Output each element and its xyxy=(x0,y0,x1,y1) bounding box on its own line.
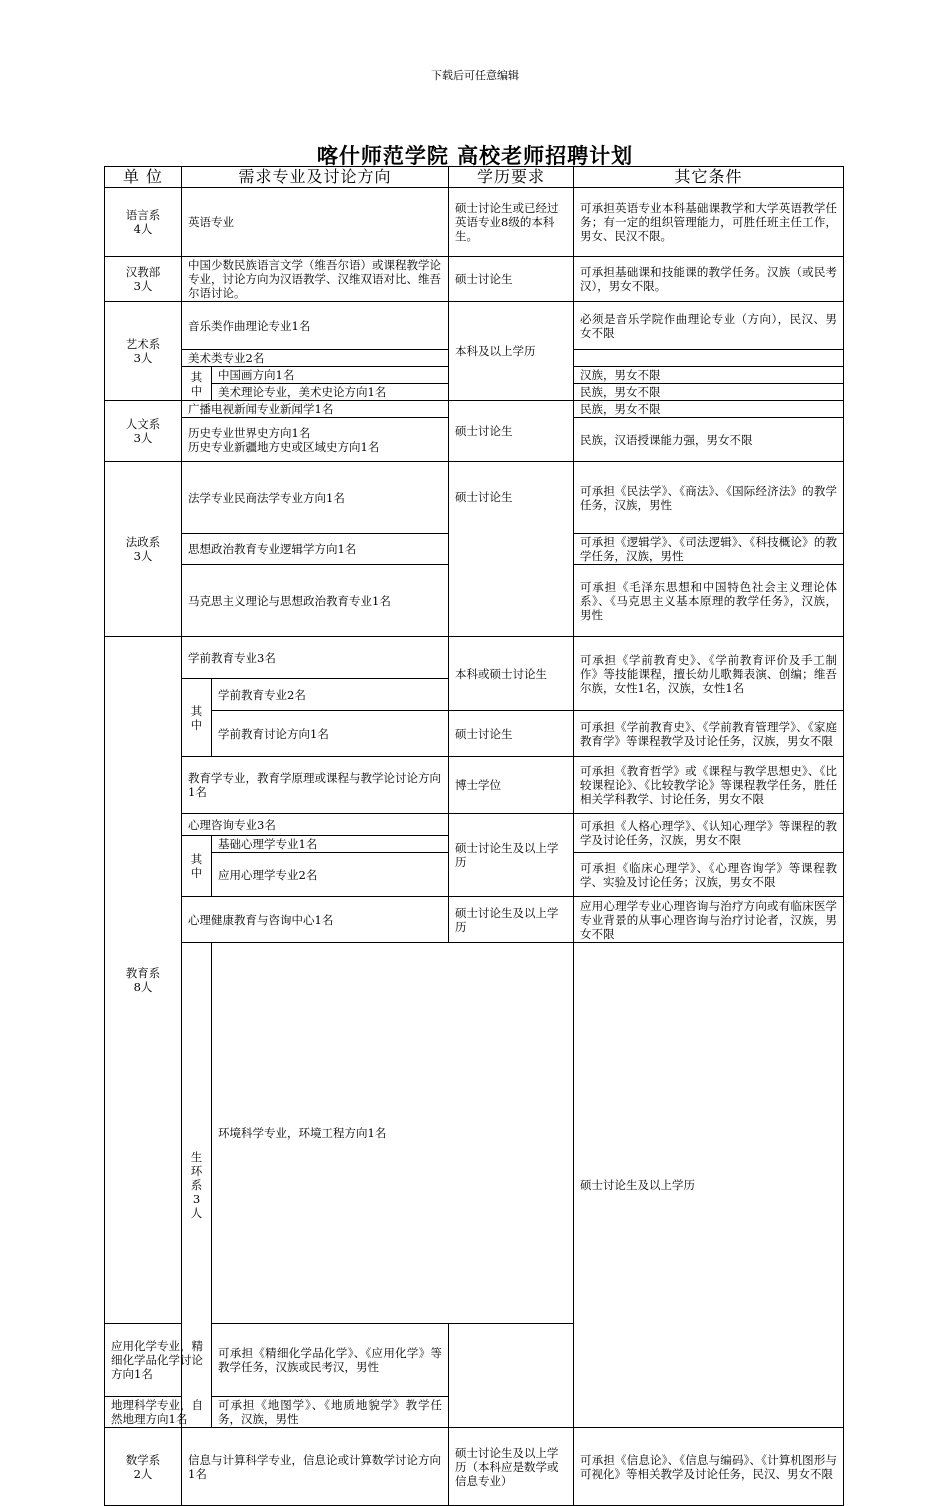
major-cell: 心理健康教育与咨询中心1名 xyxy=(182,897,449,943)
education-cell: 本科及以上学历 xyxy=(449,302,574,401)
unit-cell xyxy=(105,637,182,1324)
conditions-cell: 可承担基础课和技能课的教学任务。汉族（或民考汉），男女不限。 xyxy=(574,257,844,302)
major-cell: 英语专业 xyxy=(182,188,449,257)
header-education: 学历要求 xyxy=(449,167,574,188)
qizhong-label: 其中 xyxy=(182,679,212,757)
conditions-cell: 民族，汉语授课能力强，男女不限 xyxy=(574,418,844,462)
education-cell: 硕士讨论生 xyxy=(449,711,574,757)
major-cell: 中国少数民族语言文学（维吾尔语）或课程教学论专业，讨论方向为汉语教学、汉维双语对比、维吾尔语讨论。 xyxy=(182,257,449,302)
unit-name: 汉教部 xyxy=(125,265,161,279)
table-row xyxy=(105,401,844,418)
major-cell: 中国画方向1名 xyxy=(212,367,449,384)
table-row xyxy=(105,257,844,302)
table-row xyxy=(105,814,844,836)
major-cell: 应用化学专业，精细化学品化学讨论方向1名 xyxy=(105,1324,212,1397)
major-cell: 马克思主义理论与思想政治教育专业1名 xyxy=(182,565,449,637)
conditions-cell: 汉族，男女不限 xyxy=(574,367,844,384)
unit-count: 3人 xyxy=(133,431,153,445)
major-line: 历史专业新疆地方史或区域史方向1名 xyxy=(188,439,380,454)
major-cell: 应用心理学专业2名 xyxy=(212,853,449,897)
unit-cell xyxy=(105,462,182,637)
conditions-cell: 可承担《人格心理学》、《认知心理学》等课程的教学及讨论任务，汉族，男女不限 xyxy=(574,814,844,853)
top-note: 下载后可任意编辑 xyxy=(431,69,519,82)
table-row xyxy=(105,188,844,257)
table-header-row xyxy=(105,167,844,188)
major-cell: 美术类专业2名 xyxy=(182,350,449,367)
unit-cell xyxy=(105,257,182,302)
unit-cell xyxy=(105,1428,182,1506)
major-cell: 心理咨询专业3名 xyxy=(182,814,449,836)
major-cell: 思想政治教育专业逻辑学方向1名 xyxy=(182,534,449,565)
conditions-cell: 可承担《民法学》、《商法》、《国际经济法》的教学任务，汉族，男性 xyxy=(574,462,844,534)
education-cell: 硕士讨论生 xyxy=(449,257,574,302)
table-row xyxy=(105,1428,844,1506)
conditions-cell: 应用心理学专业心理咨询与治疗方向或有临床医学专业背景的从事心理咨询与治疗讨论者，汉族，男女不限 xyxy=(574,897,844,943)
unit-name: 人文系 xyxy=(125,417,161,431)
major-cell: 广播电视新闻专业新闻学1名 xyxy=(182,401,449,418)
conditions-cell: 可承担《临床心理学》、《心理咨询学》等课程教学、实验及讨论任务；汉族，男女不限 xyxy=(574,853,844,897)
education-cell: 硕士讨论生及以上学历 xyxy=(449,897,574,943)
major-cell xyxy=(182,418,449,462)
header-major: 需求专业及讨论方向 xyxy=(182,167,449,188)
major-cell: 环境科学专业，环境工程方向1名 xyxy=(212,943,574,1324)
conditions-cell: 民族，男女不限 xyxy=(574,401,844,418)
conditions-cell: 可承担《毛泽东思想和中国特色社会主义理论体系》、《马克思主义基本原理的教学任务》，汉族，男性 xyxy=(574,565,844,637)
unit-count: 8人 xyxy=(133,980,153,994)
conditions-cell: 可承担英语专业本科基础课教学和大学英语教学任务；有一定的组织管理能力，可胜任班主任工作，男女、民汉不限。 xyxy=(574,188,844,257)
unit-cell xyxy=(105,302,182,401)
major-cell: 地理科学专业，自然地理方向1名 xyxy=(105,1397,212,1428)
conditions-cell: 可承担《学前教育史》、《学前教育管理学》、《家庭教育学》等课程教学及讨论任务，汉族，男女不限 xyxy=(574,711,844,757)
conditions-cell: 可承担《学前教育史》、《学前教育评价及手工制作》等技能课程，擅长幼儿歌舞表演、创编；维吾尔族，女性1名，汉族，女性1名 xyxy=(574,637,844,711)
unit-count: 3人 xyxy=(133,279,153,293)
education-cell: 硕士讨论生或已经过英语专业8级的本科生。 xyxy=(449,188,574,257)
unit-name: 法政系 xyxy=(125,535,161,549)
major-cell: 学前教育专业3名 xyxy=(182,637,449,679)
conditions-cell: 民族，男女不限 xyxy=(574,384,844,401)
unit-cell xyxy=(105,188,182,257)
education-cell: 硕士讨论生及以上学历（本科应是数学或信息专业） xyxy=(449,1428,574,1506)
unit-name: 教育系 xyxy=(125,966,161,980)
conditions-cell: 可承担《教育哲学》或《课程与教学思想史》、《比较课程论》、《比较教学论》等课程教学任务，胜任相关学科教学、讨论任务，男女不限 xyxy=(574,757,844,814)
table-row xyxy=(105,637,844,679)
table-row xyxy=(105,943,844,1324)
major-cell: 学前教育讨论方向1名 xyxy=(212,711,449,757)
major-cell: 基础心理学专业1名 xyxy=(212,836,449,853)
conditions-cell: 可承担《地图学》、《地质地貌学》教学任务，汉族，男性 xyxy=(212,1397,449,1428)
unit-name: 艺术系 xyxy=(125,337,161,351)
qizhong-label: 其中 xyxy=(182,836,212,897)
table-row xyxy=(105,462,844,534)
unit-count: 2人 xyxy=(133,1466,153,1481)
conditions-cell xyxy=(574,350,844,367)
conditions-cell: 必须是音乐学院作曲理论专业（方向），民汉、男女不限 xyxy=(574,302,844,350)
conditions-cell: 可承担《信息论》、《信息与编码》、《计算机图形与可视化》等相关教学及讨论任务，民汉、男女不限 xyxy=(574,1428,844,1506)
unit-cell xyxy=(105,401,182,462)
table-row xyxy=(105,711,844,757)
education-cell: 硕士讨论生 xyxy=(449,462,574,637)
major-line: 历史专业世界史方向1名 xyxy=(188,425,311,440)
unit-count: 3人 xyxy=(133,351,153,365)
unit-name: 生环系 xyxy=(190,1150,203,1192)
unit-name: 数学系 xyxy=(125,1452,161,1467)
unit-count: 3人 xyxy=(190,1192,203,1220)
unit-count: 4人 xyxy=(133,222,153,236)
conditions-cell: 可承担《精细化学品化学》、《应用化学》等教学任务，汉族或民考汉，男性 xyxy=(212,1324,449,1397)
table-row xyxy=(105,302,844,350)
unit-count: 3人 xyxy=(133,549,153,563)
major-cell: 教育学专业，教育学原理或课程与教学论讨论方向1名 xyxy=(182,757,449,814)
education-cell: 本科或硕士讨论生 xyxy=(449,637,574,711)
document-title: 喀什师范学院 高校老师招聘计划 xyxy=(316,144,634,168)
table-row xyxy=(105,897,844,943)
header-unit: 单 位 xyxy=(105,167,182,188)
education-cell: 硕士讨论生及以上学历 xyxy=(449,814,574,897)
education-cell: 硕士讨论生及以上学历 xyxy=(574,943,844,1428)
header-conditions: 其它条件 xyxy=(574,167,844,188)
education-cell: 硕士讨论生 xyxy=(449,401,574,462)
conditions-cell: 可承担《逻辑学》、《司法逻辑》、《科技概论》的教学任务，汉族，男性 xyxy=(574,534,844,565)
qizhong-label: 其中 xyxy=(182,367,212,401)
major-cell: 音乐类作曲理论专业1名 xyxy=(182,302,449,350)
unit-name: 语言系 xyxy=(125,208,161,222)
education-cell: 博士学位 xyxy=(449,757,574,814)
major-cell: 美术理论专业，美术史论方向1名 xyxy=(212,384,449,401)
major-cell: 学前教育专业2名 xyxy=(212,679,449,711)
table-row xyxy=(105,757,844,814)
major-cell: 信息与计算科学专业，信息论或计算数学讨论方向1名 xyxy=(182,1428,449,1506)
major-cell: 法学专业民商法学专业方向1名 xyxy=(182,462,449,534)
recruitment-table xyxy=(104,166,844,1506)
